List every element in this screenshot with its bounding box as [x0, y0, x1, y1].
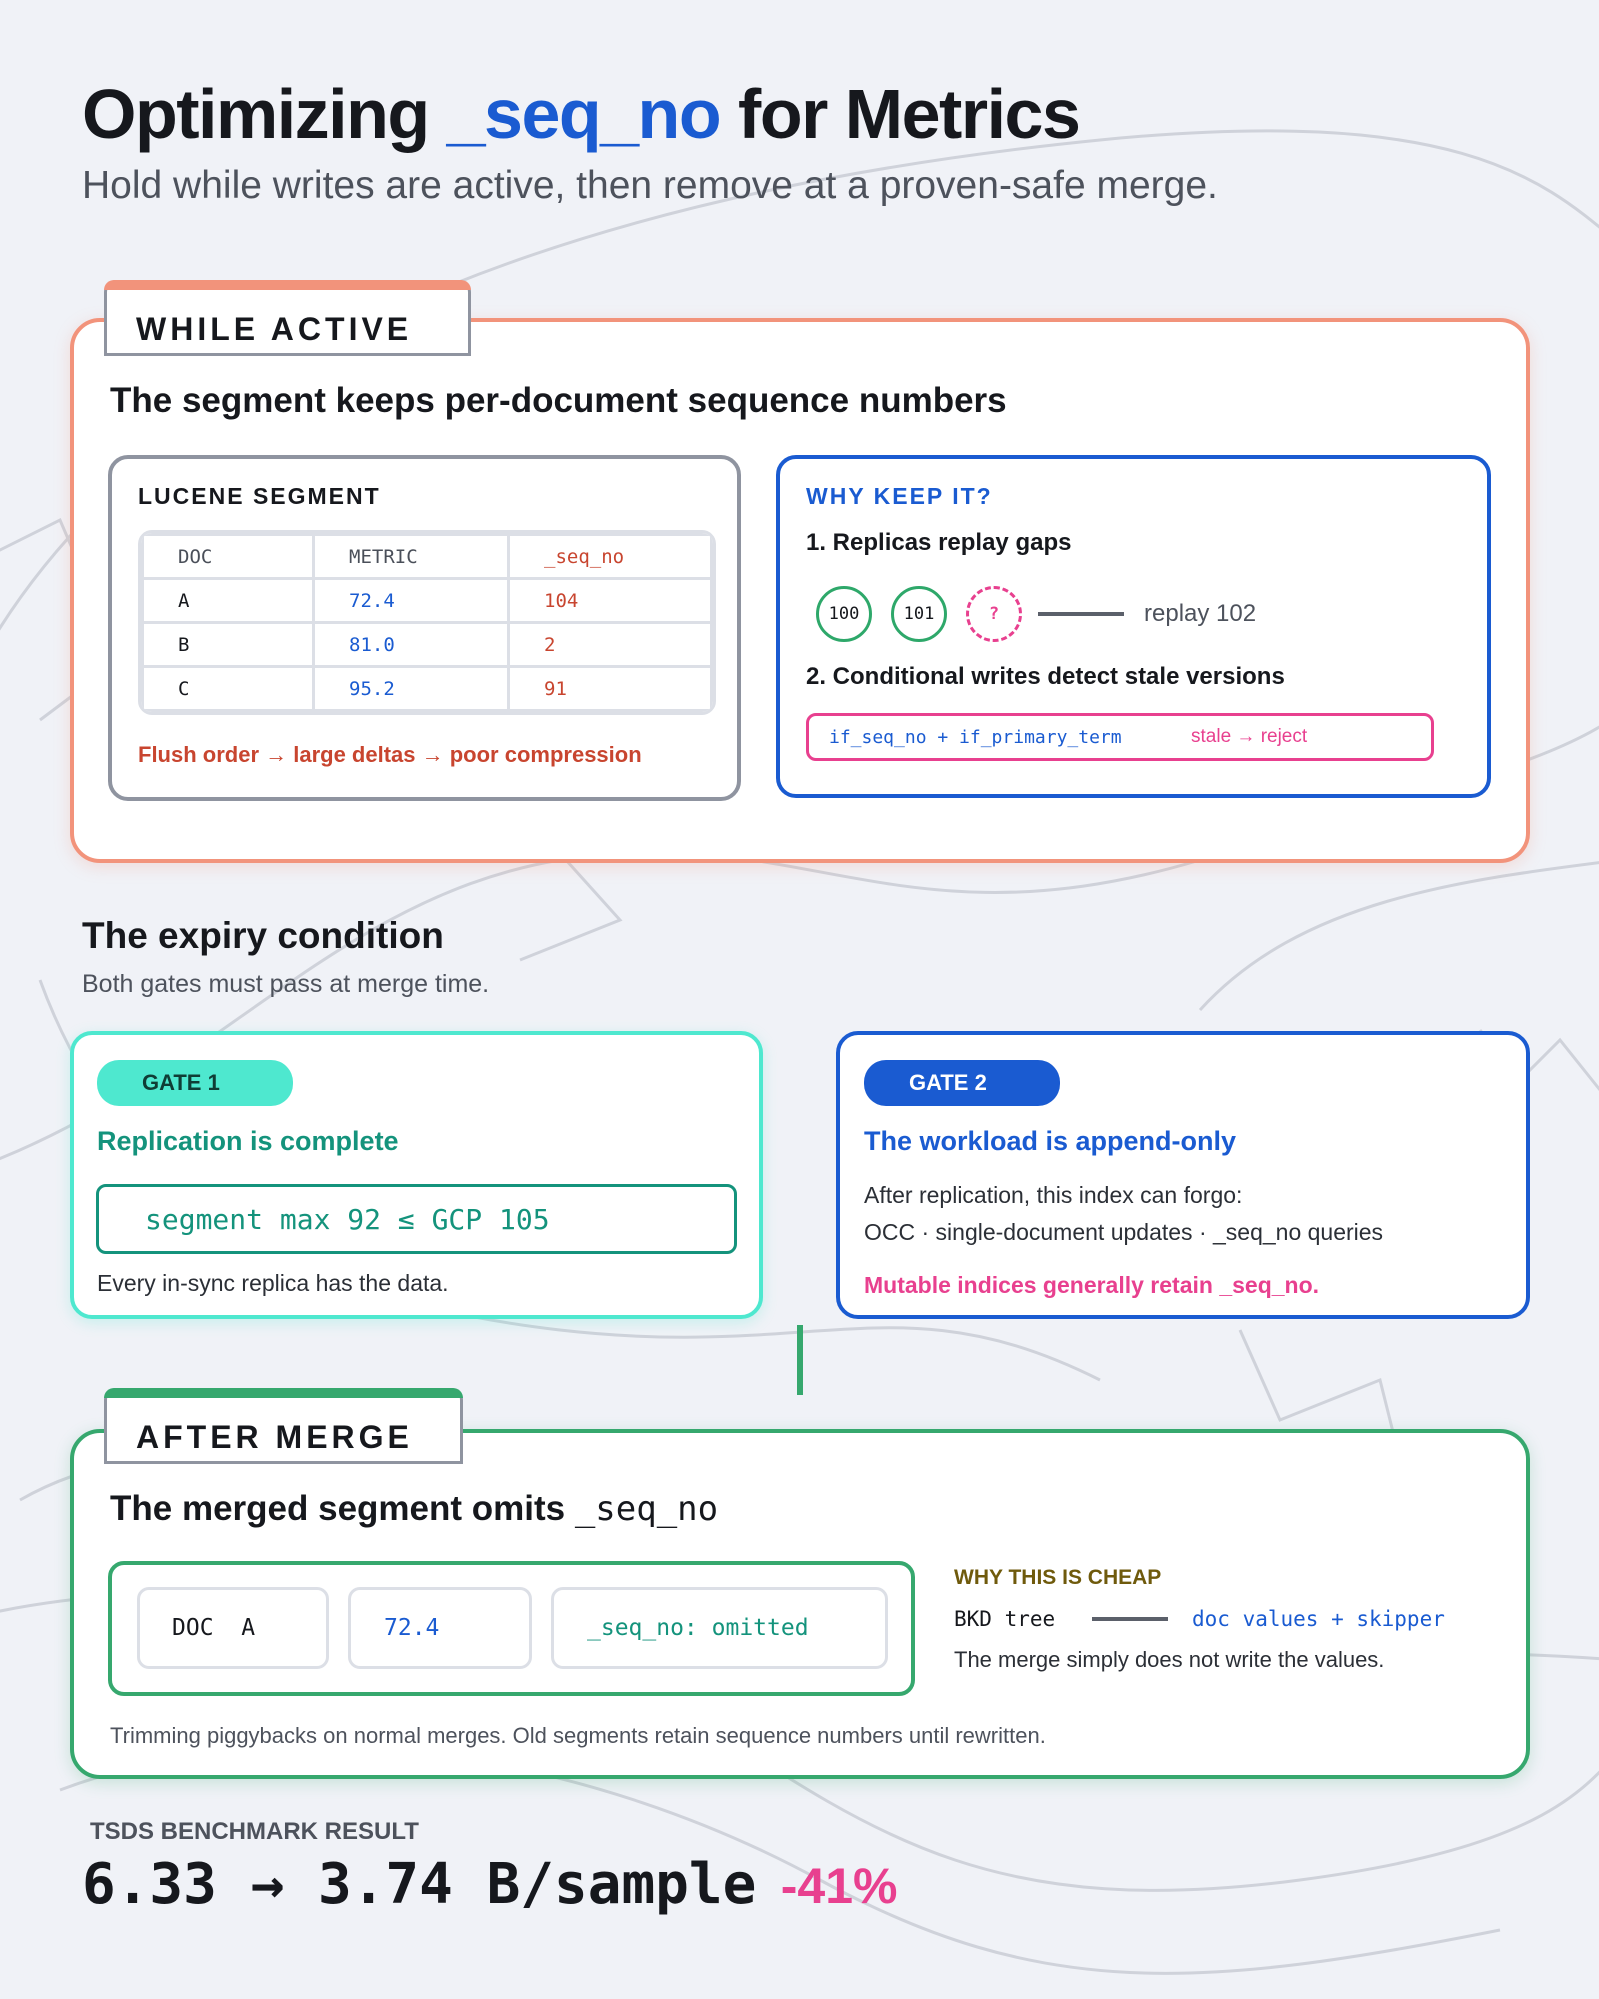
page-subtitle: Hold while writes are active, then remove at a proven-safe merge.: [82, 164, 1218, 207]
why-cheap-title: WHY THIS IS CHEAP: [954, 1566, 1162, 1589]
lucene-table-wrap: [138, 530, 716, 715]
after-merge-footer: Trimming piggybacks on normal merges. Old segments retain sequence numbers until rewritten.: [110, 1723, 1046, 1748]
while-active-tab: [104, 280, 471, 356]
condition-code: if_seq_no + if_primary_term: [829, 727, 1122, 748]
tab-accent-stripe: [104, 280, 471, 290]
gate2-line2: OCC · single-document updates · _seq_no queries: [864, 1219, 1384, 1245]
merged-seq-no-cell: _seq_no: omitted: [551, 1587, 888, 1669]
seq-no-cell: 91: [509, 667, 712, 711]
merged-metric-cell: 72.4: [348, 1587, 532, 1669]
replicas-point: 1. Replicas replay gaps: [806, 529, 1072, 556]
column-header-metric: METRIC: [314, 535, 509, 579]
table-row: [143, 667, 712, 711]
table-row: [143, 623, 712, 667]
benchmark-value: 6.33 → 3.74 B/sample: [82, 1852, 757, 1917]
gate2-line1: After replication, this index can forgo:: [864, 1182, 1243, 1208]
doc-values-label: doc values + skipper: [1192, 1607, 1445, 1631]
gate1-note: Every in-sync replica has the data.: [97, 1270, 449, 1296]
lucene-table: [141, 533, 713, 712]
metric-cell: 95.2: [314, 667, 509, 711]
benchmark-delta: -41%: [780, 1858, 898, 1914]
seq-no-cell: 2: [509, 623, 712, 667]
cheap-connector: [1092, 1617, 1168, 1621]
column-header-doc: DOC: [143, 535, 314, 579]
compression-note: Flush order → large deltas → poor compression: [138, 742, 642, 767]
gate2-warning: Mutable indices generally retain _seq_no.: [864, 1272, 1320, 1298]
benchmark-label: TSDS BENCHMARK RESULT: [90, 1818, 419, 1845]
bkd-tree-label: BKD tree: [954, 1607, 1056, 1631]
doc-cell: B: [143, 623, 314, 667]
doc-cell: C: [143, 667, 314, 711]
condition-result: stale → reject: [1191, 726, 1308, 747]
gate1-badge: GATE 1: [97, 1060, 293, 1106]
replay-connector: [1038, 612, 1124, 616]
column-header-seq-no: _seq_no: [509, 535, 712, 579]
tab-accent-stripe: [104, 1388, 463, 1398]
heading-code: _seq_no: [574, 1489, 719, 1529]
after-merge-tab-label: AFTER MERGE: [136, 1419, 413, 1455]
replay-label: replay 102: [1144, 600, 1257, 627]
lucene-segment-title: LUCENE SEGMENT: [138, 483, 381, 509]
gate2-badge: GATE 2: [864, 1060, 1060, 1106]
title-highlight: _seq_no: [446, 75, 721, 153]
seq-gap-circle: ?: [966, 586, 1022, 642]
expiry-heading: The expiry condition: [82, 915, 444, 956]
after-merge-tab: [104, 1388, 463, 1464]
page-title: Optimizing _seq_no for Metrics: [82, 75, 1080, 153]
conditional-writes-point: 2. Conditional writes detect stale versions: [806, 663, 1285, 690]
gate1-title: Replication is complete: [97, 1126, 399, 1156]
while-active-heading: The segment keeps per-document sequence numbers: [110, 381, 1007, 420]
merged-doc-cell: DOC A: [137, 1587, 329, 1669]
why-cheap-note: The merge simply does not write the values.: [954, 1647, 1385, 1672]
after-merge-heading: The merged segment omits _seq_no: [110, 1489, 719, 1529]
expiry-subheading: Both gates must pass at merge time.: [82, 970, 490, 998]
gates-connector: [797, 1325, 803, 1395]
while-active-tab-label: WHILE ACTIVE: [136, 311, 413, 347]
seq-circle-100: 100: [816, 586, 872, 642]
metric-cell: 81.0: [314, 623, 509, 667]
gate1-formula-text: segment max 92 ≤ GCP 105: [145, 1202, 550, 1236]
condition-box: [806, 713, 1434, 761]
table-row: [143, 579, 712, 623]
seq-circle-101: 101: [891, 586, 947, 642]
table-header-row: [143, 535, 712, 579]
doc-cell: A: [143, 579, 314, 623]
benchmark-result: [82, 1852, 897, 1917]
why-keep-title: WHY KEEP IT?: [806, 483, 993, 509]
gate2-title: The workload is append-only: [864, 1126, 1237, 1156]
gate1-formula: [96, 1184, 737, 1254]
metric-cell: 72.4: [314, 579, 509, 623]
seq-no-cell: 104: [509, 579, 712, 623]
